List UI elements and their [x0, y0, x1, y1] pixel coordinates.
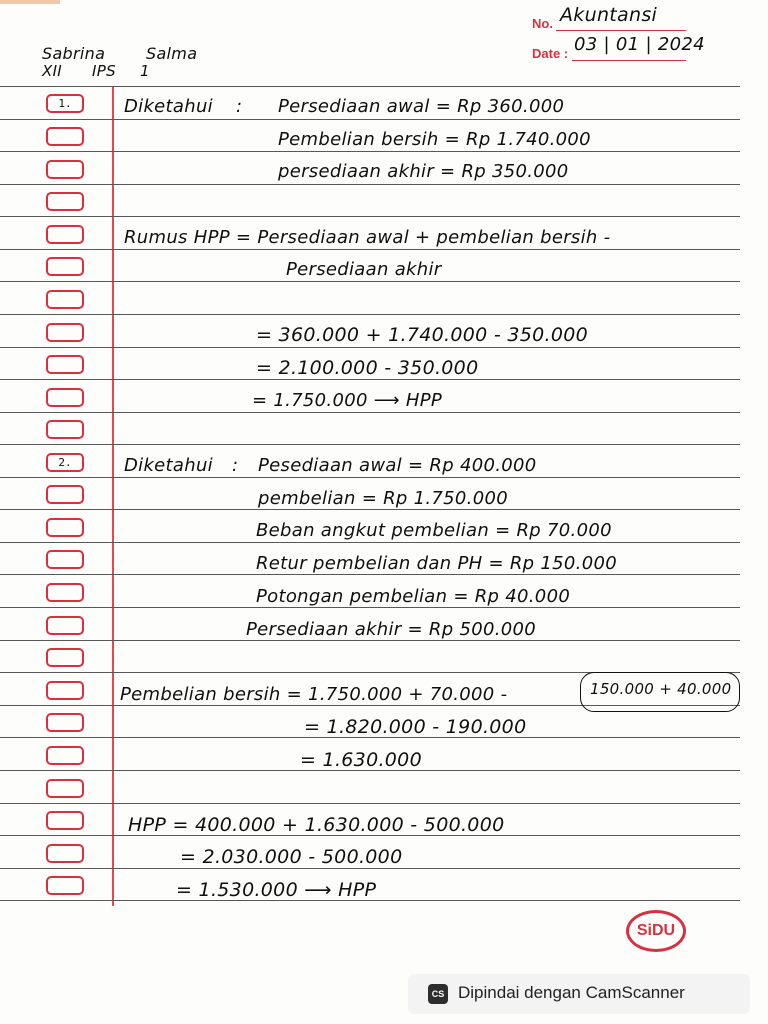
camscanner-badge	[408, 974, 750, 1014]
page-edge	[0, 0, 60, 4]
ring-hole	[46, 713, 84, 732]
ruled-line	[0, 803, 740, 804]
problem1-formula-cont: Persediaan akhir	[286, 259, 442, 280]
problem2-number: 2.	[58, 456, 72, 469]
ruled-line	[0, 314, 740, 315]
date-value: 03 | 01 | 2024	[574, 34, 705, 55]
student-first-name: Sabrina	[42, 44, 106, 63]
ruled-line	[0, 184, 740, 185]
ring-hole	[46, 876, 84, 895]
sidu-logo: SiDU	[626, 910, 686, 952]
ring-hole	[46, 290, 84, 309]
ring-hole	[46, 127, 84, 146]
problem2-line: Beban angkut pembelian = Rp 70.000	[256, 520, 612, 541]
ruled-line	[0, 574, 740, 575]
problem2-line: Potongan pembelian = Rp 40.000	[256, 586, 571, 607]
no-label: No.	[532, 16, 553, 31]
ruled-line	[0, 249, 740, 250]
ruled-line	[0, 477, 740, 478]
ring-hole	[46, 844, 84, 863]
ruled-line	[0, 281, 740, 282]
problem2-line: Persediaan akhir = Rp 500.000	[246, 619, 536, 640]
problem1-line: persediaan akhir = Rp 350.000	[278, 161, 569, 182]
problem2-line: Retur pembelian dan PH = Rp 150.000	[256, 553, 617, 574]
ruled-line	[0, 444, 740, 445]
problem2-net-calc: Pembelian bersih = 1.750.000 + 70.000 -	[120, 684, 508, 705]
ring-hole	[46, 550, 84, 569]
class-grade: XII	[42, 62, 63, 80]
ruled-line	[0, 347, 740, 348]
ruled-line	[0, 412, 740, 413]
ring-hole	[46, 746, 84, 765]
problem1-known-colon: :	[236, 96, 243, 117]
ruled-line	[0, 86, 740, 87]
class-number: 1	[140, 62, 150, 80]
ruled-line	[0, 509, 740, 510]
ring-hole	[46, 192, 84, 211]
problem2-known-label: Diketahui	[124, 455, 213, 476]
ring-hole	[46, 811, 84, 830]
ring-hole	[46, 94, 84, 113]
date-underline	[572, 60, 686, 61]
problem1-line: Persediaan awal = Rp 360.000	[278, 96, 565, 117]
problem2-known-colon: :	[232, 455, 239, 476]
ruled-line	[0, 216, 740, 217]
ruled-line	[0, 379, 740, 380]
ring-hole	[46, 323, 84, 342]
problem2-hpp-calc: HPP = 400.000 + 1.630.000 - 500.000	[128, 814, 505, 836]
ruled-line	[0, 151, 740, 152]
ruled-line	[0, 868, 740, 869]
problem1-known-label: Diketahui	[124, 96, 213, 117]
problem2-line: Pesediaan awal = Rp 400.000	[258, 455, 537, 476]
date-label: Date :	[532, 46, 569, 61]
ruled-line	[0, 607, 740, 608]
ring-hole	[46, 616, 84, 635]
problem1-number: 1.	[58, 97, 72, 110]
problem1-formula: Rumus HPP = Persediaan awal + pembelian bersih -	[124, 227, 611, 248]
ruled-line	[0, 640, 740, 641]
problem2-hpp-result: = 1.530.000 ⟶ HPP	[176, 879, 377, 901]
problem2-line: pembelian = Rp 1.750.000	[258, 488, 508, 509]
problem1-line: Pembelian bersih = Rp 1.740.000	[278, 129, 591, 150]
problem1-calc: = 360.000 + 1.740.000 - 350.000	[256, 324, 589, 346]
margin-line	[112, 86, 114, 906]
ring-hole	[46, 583, 84, 602]
ring-hole	[46, 779, 84, 798]
ring-hole	[46, 485, 84, 504]
ring-hole	[46, 681, 84, 700]
problem2-net-result: = 1.630.000	[300, 749, 422, 771]
ring-hole	[46, 453, 84, 472]
problem1-result: = 1.750.000 ⟶ HPP	[252, 390, 443, 411]
camscanner-label: Dipindai dengan CamScanner	[458, 983, 685, 1002]
problem2-net-bracket: 150.000 + 40.000	[590, 680, 732, 698]
ring-hole	[46, 160, 84, 179]
ring-hole	[46, 648, 84, 667]
ring-hole	[46, 225, 84, 244]
subject-value: Akuntansi	[560, 4, 658, 26]
problem2-hpp-calc: = 2.030.000 - 500.000	[180, 846, 403, 868]
ring-hole	[46, 518, 84, 537]
problem2-net-calc: = 1.820.000 - 190.000	[304, 716, 527, 738]
ruled-line	[0, 119, 740, 120]
ring-hole	[46, 257, 84, 276]
camscanner-icon: CS	[428, 984, 448, 1004]
ruled-line	[0, 542, 740, 543]
problem1-calc: = 2.100.000 - 350.000	[256, 357, 479, 379]
ring-hole	[46, 420, 84, 439]
class-major: IPS	[92, 62, 116, 80]
student-last-name: Salma	[146, 44, 198, 63]
ring-hole	[46, 355, 84, 374]
ring-hole	[46, 388, 84, 407]
no-underline	[556, 30, 686, 31]
